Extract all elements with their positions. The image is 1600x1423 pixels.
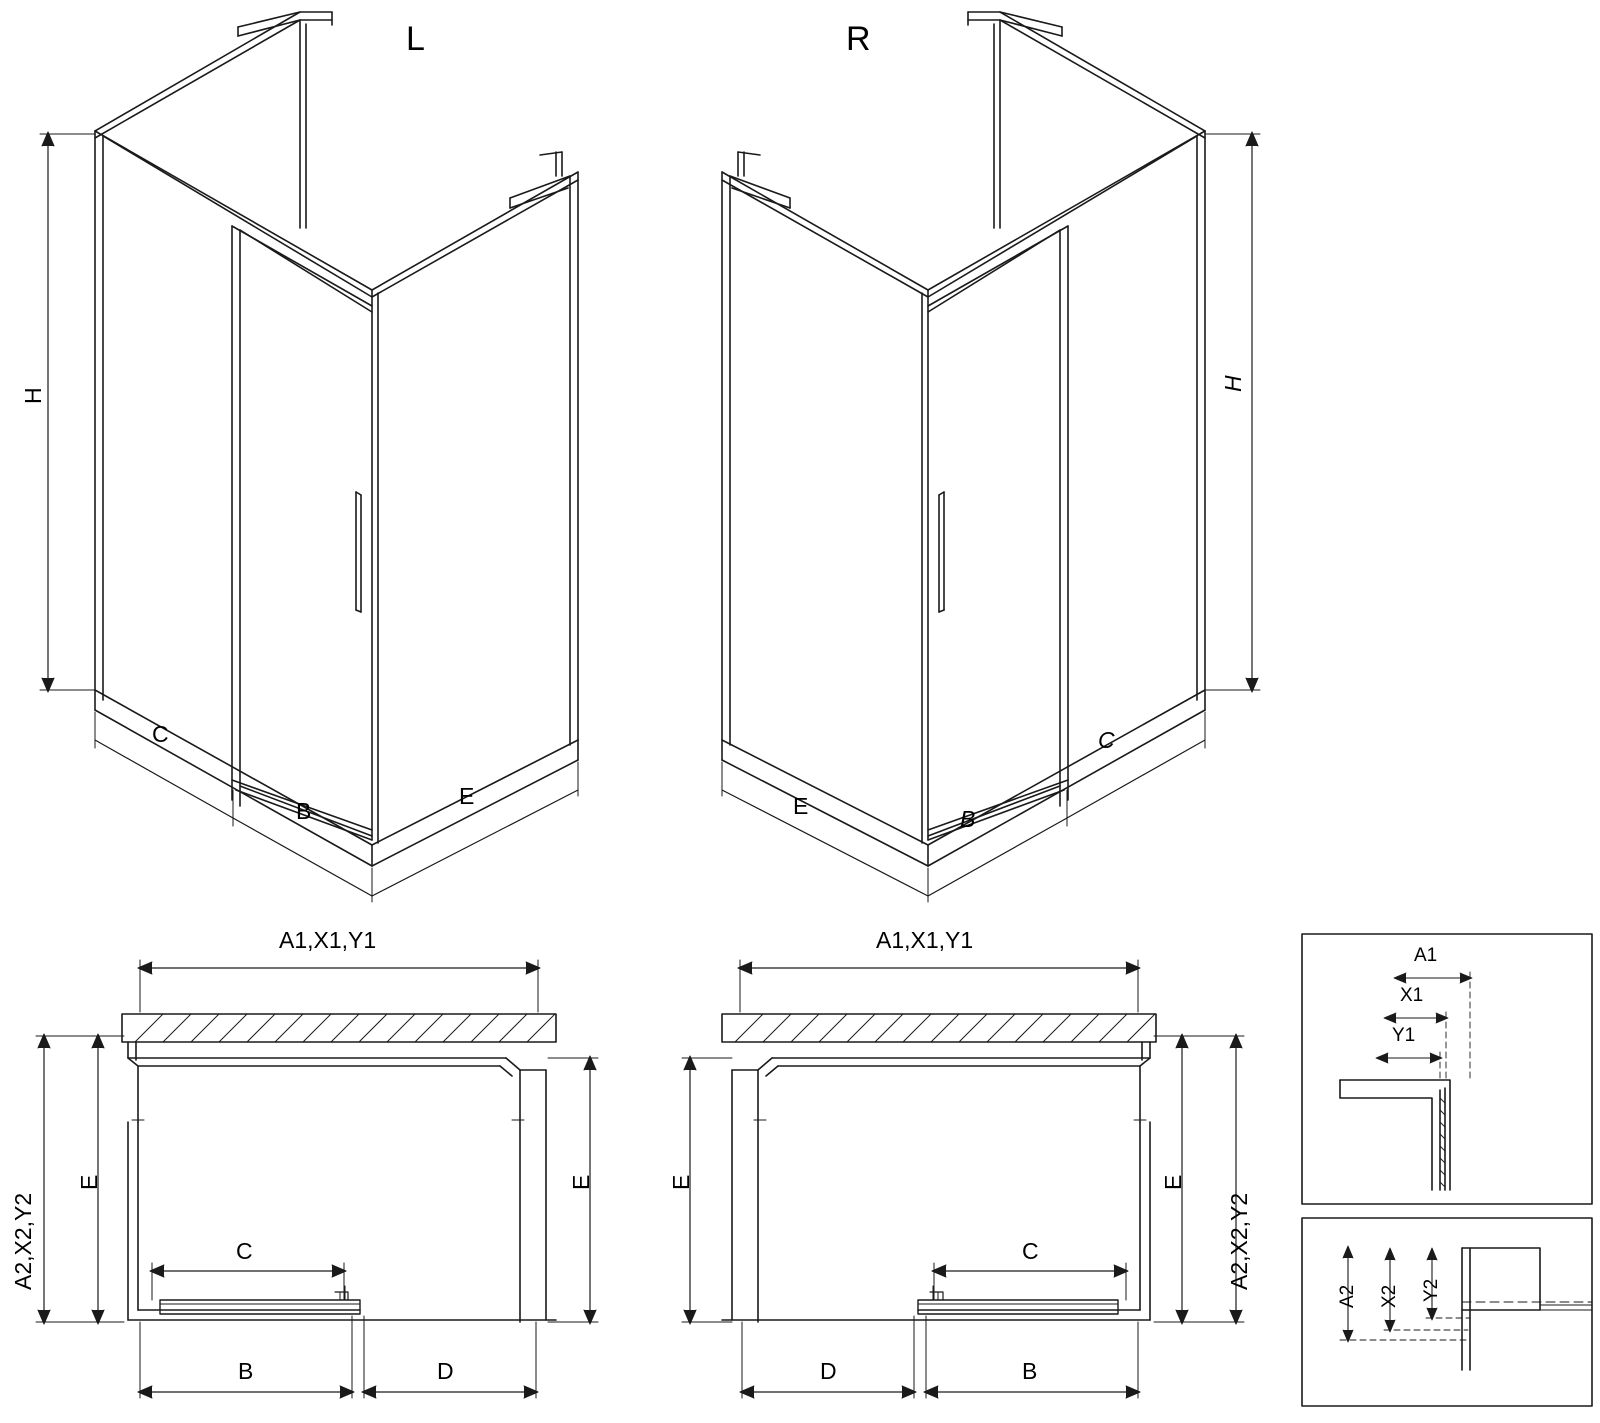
plan-right-left-e-text: E bbox=[668, 1174, 694, 1190]
plan-right-dim-d: D bbox=[820, 1358, 837, 1384]
iso-right-variant-label: R bbox=[846, 20, 871, 58]
detail-top-dim-a1: A1 bbox=[1414, 945, 1438, 966]
detail-top-dim-y1: Y1 bbox=[1392, 1025, 1416, 1046]
plan-left-dim-d: D bbox=[437, 1358, 454, 1384]
iso-left-dim-c: C bbox=[152, 721, 169, 747]
iso-right-dim-c bbox=[1098, 729, 1115, 752]
plan-right-dim-c: C bbox=[1022, 1238, 1039, 1264]
plan-right-top-dim: A1,X1,Y1 bbox=[876, 927, 974, 953]
iso-left-variant-label: L bbox=[406, 20, 425, 58]
plan-left-right-e-text: E bbox=[568, 1174, 594, 1190]
detail-view-bottom bbox=[1302, 1218, 1592, 1406]
plan-left-dim-b: B bbox=[238, 1358, 254, 1384]
plan-right-inner-e-text: E bbox=[1160, 1174, 1186, 1190]
iso-right-dim-e: E bbox=[793, 793, 809, 819]
plan-left-inner-e-text: E bbox=[76, 1174, 102, 1190]
plan-right-dim-b: B bbox=[1022, 1358, 1038, 1384]
detail-top-dim-x1: X1 bbox=[1400, 985, 1424, 1006]
detail-bottom-dim-x2-text: X2 bbox=[1379, 1284, 1400, 1308]
iso-left-dim-e: E bbox=[459, 783, 475, 809]
iso-right-dim-b-text: B bbox=[960, 806, 976, 832]
iso-right-height-text: H bbox=[1220, 375, 1246, 392]
iso-right-dim-b bbox=[960, 808, 975, 831]
iso-left-dim-b: B bbox=[296, 798, 312, 824]
plan-left-dim-c: C bbox=[236, 1238, 253, 1264]
iso-view-right bbox=[722, 12, 1260, 902]
detail-bottom-dim-y2-text: Y2 bbox=[1421, 1278, 1442, 1302]
iso-right-dim-c-text: C bbox=[1098, 727, 1115, 753]
detail-bottom-dim-a2-text: A2 bbox=[1337, 1284, 1358, 1308]
iso-view-left bbox=[40, 12, 578, 902]
detail-view-top bbox=[1302, 934, 1592, 1204]
plan-left-top-dim: A1,X1,Y1 bbox=[279, 927, 377, 953]
plan-left-outer-dim-text: A2,X2,Y2 bbox=[10, 1192, 36, 1290]
plan-right-outer-dim-text: A2,X2,Y2 bbox=[1226, 1192, 1252, 1290]
plan-view-left bbox=[36, 960, 598, 1398]
iso-left-height-text: H bbox=[20, 387, 46, 404]
